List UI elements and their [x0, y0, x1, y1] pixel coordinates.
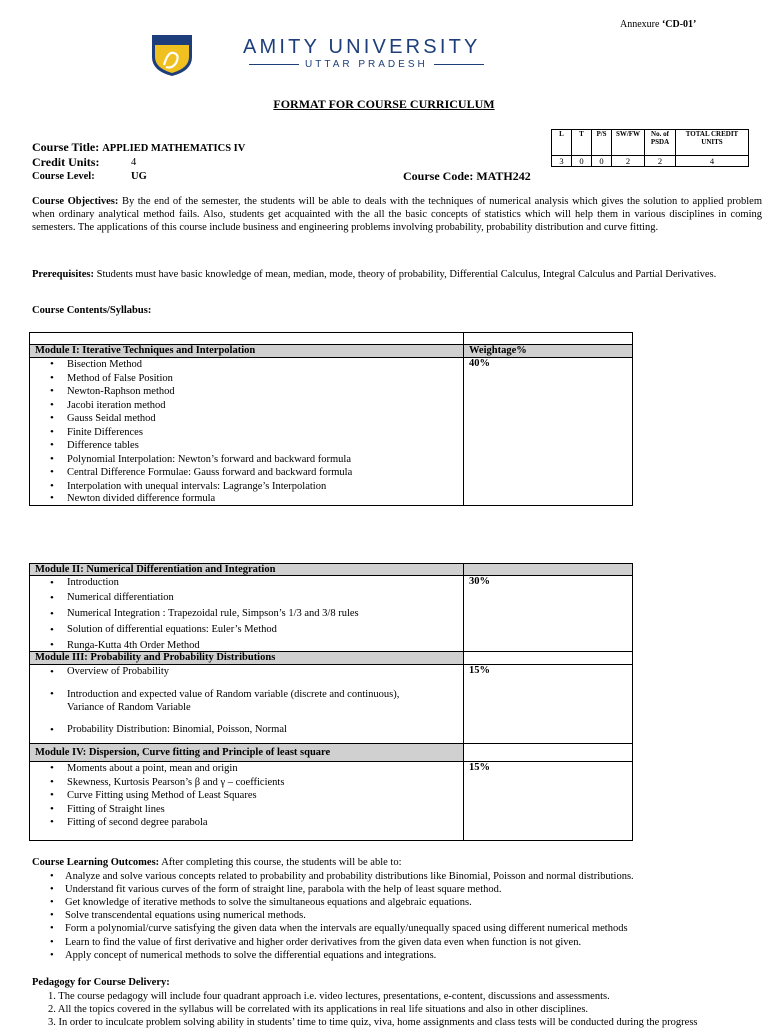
pedagogy-label: Pedagogy for Course Delivery:	[32, 976, 762, 990]
annexure-label	[620, 19, 696, 30]
empty-cell	[463, 743, 633, 762]
units-value-cell: 2	[612, 156, 645, 167]
list-item: • Bisection Method	[30, 358, 463, 372]
modules-2-4-table	[29, 563, 633, 841]
units-header-cell: T	[572, 130, 592, 156]
module-1-weight-cell	[463, 357, 633, 506]
list-item: • Introduction	[30, 576, 463, 590]
list-item: • Learn to find the value of first derivative and higher order derivatives from the given data even when function is not given.	[32, 936, 762, 949]
objectives-label: Course Objectives:	[32, 196, 118, 207]
learning-outcomes	[32, 856, 762, 962]
units-header-cell: TOTAL CREDIT UNITS	[676, 130, 749, 156]
units-value-row	[552, 156, 749, 167]
university-location: UTTAR PRADESH	[305, 59, 428, 70]
module-2-weight: 30%	[464, 576, 632, 587]
module-2-topics-cell	[29, 575, 464, 652]
units-header-cell: No. of PSDA	[645, 130, 676, 156]
brand-rule-right	[434, 64, 484, 65]
list-item: • Solution of differential equations: Euler’s Method	[30, 622, 463, 638]
list-item: • Get knowledge of iterative methods to solve the simultaneous equations and algebraic equations.	[32, 896, 762, 909]
credit-units-value: 4	[131, 157, 136, 168]
annexure-code: ‘CD-01’	[662, 19, 696, 30]
list-item: • Curve Fitting using Method of Least Squares	[30, 789, 463, 803]
list-item: • Apply concept of numerical methods to solve the differential equations and integrations.	[32, 949, 762, 962]
list-item: • Numerical Integration : Trapezoidal rule, Simpson’s 1/3 and 3/8 rules	[30, 606, 463, 622]
pedagogy-section	[32, 976, 762, 1029]
module-3-topic-list	[30, 665, 463, 737]
units-value-cell: 2	[645, 156, 676, 167]
university-brand	[243, 36, 490, 70]
module-1-title: Module I: Iterative Techniques and Interpolation	[29, 344, 464, 358]
module-2-title: Module II: Numerical Differentiation and Integration	[29, 563, 464, 576]
course-title-label: Course Title:	[32, 140, 99, 154]
university-name: AMITY UNIVERSITY	[243, 36, 490, 59]
module-4-weight-cell	[463, 761, 633, 841]
course-code-value: MATH242	[476, 169, 530, 183]
list-item: • Newton-Raphson method	[30, 385, 463, 399]
outcomes-intro: After completing this course, the students will be able to:	[161, 857, 401, 868]
course-objectives	[32, 195, 762, 234]
pedagogy-list	[32, 990, 762, 1029]
list-item: 3. In order to inculcate problem solving ability in students’ time to time quiz, viva, home assignments and class tests will be conducted during the progress	[32, 1016, 762, 1029]
list-item: • Polynomial Interpolation: Newton’s forward and backward formula	[30, 453, 463, 467]
prerequisites-text: Students must have basic knowledge of mean, median, mode, theory of probability, Differential Calculus, Integral Calculus and Partial Derivatives.	[97, 269, 717, 280]
list-item: • Fitting of Straight lines	[30, 803, 463, 817]
course-title-value: APPLIED MATHEMATICS IV	[102, 143, 245, 154]
university-logo	[148, 33, 196, 77]
course-title	[32, 140, 245, 155]
list-item: • Introduction and expected value of Random variable (discrete and continuous), Variance of Random Variable	[30, 688, 427, 714]
units-value-cell: 4	[676, 156, 749, 167]
list-item: • Probability Distribution: Binomial, Poisson, Normal	[30, 723, 463, 737]
list-item: • Analyze and solve various concepts related to probability and probability distributions like Binomial, Poisson and normal distributions.	[32, 870, 762, 883]
module-1-topic-list	[30, 358, 463, 504]
list-item: • Jacobi iteration method	[30, 399, 463, 413]
list-item: • Interpolation with unequal intervals: Lagrange’s Interpolation	[30, 480, 463, 494]
outcomes-heading	[32, 856, 762, 870]
module-3-weight-cell	[463, 664, 633, 744]
list-item: • Newton divided difference formula	[30, 493, 463, 504]
list-item: 2. All the topics covered in the syllabus will be correlated with its applications in real life situations and also in other disciplines.	[32, 1003, 762, 1016]
document-title: FORMAT FOR COURSE CURRICULUM	[0, 97, 768, 112]
list-item: • Overview of Probability	[30, 665, 463, 679]
module-3-weight: 15%	[464, 665, 632, 676]
list-item: • Runga-Kutta 4th Order Method	[30, 638, 463, 653]
units-header-cell: P/S	[592, 130, 612, 156]
empty-cell	[463, 651, 633, 665]
units-header-cell: SW/FW	[612, 130, 645, 156]
units-value-cell: 0	[592, 156, 612, 167]
syllabus-heading: Course Contents/Syllabus:	[32, 305, 151, 316]
course-level-value: UG	[131, 171, 147, 182]
list-item: • Solve transcendental equations using numerical methods.	[32, 909, 762, 922]
module-2-weight-cell	[463, 575, 633, 652]
list-item: • Fitting of second degree parabola	[30, 816, 463, 830]
list-item: • Central Difference Formulae: Gauss forward and backward formula	[30, 466, 463, 480]
credit-units-table	[551, 129, 749, 167]
credit-units-label: Credit Units:	[32, 155, 99, 170]
units-header-cell: L	[552, 130, 572, 156]
list-item: • Difference tables	[30, 439, 463, 453]
list-item: • Numerical differentiation	[30, 590, 463, 606]
annexure-prefix: Annexure	[620, 19, 659, 30]
module-2-topic-list	[30, 576, 463, 653]
course-level-label: Course Level:	[32, 171, 95, 182]
outcomes-list	[32, 870, 762, 962]
units-header-row	[552, 130, 749, 156]
prerequisites	[32, 268, 762, 281]
list-item: • Moments about a point, mean and origin	[30, 762, 463, 776]
list-item: • Skewness, Kurtosis Pearson’s β and γ – coefficients	[30, 776, 463, 790]
module-1-topics-cell	[29, 357, 464, 506]
module-4-topics-cell	[29, 761, 464, 841]
course-code	[403, 169, 531, 184]
list-item: • Finite Differences	[30, 426, 463, 440]
course-code-label: Course Code:	[403, 169, 473, 183]
module-4-title: Module IV: Dispersion, Curve fitting and Principle of least square	[29, 743, 464, 762]
weightage-header: Weightage%	[463, 344, 633, 358]
list-item: • Gauss Seidal method	[30, 412, 463, 426]
list-item: • Form a polynomial/curve satisfying the given data when the intervals are equally/unequally spaced using different numerical methods	[32, 922, 762, 935]
list-item: • Understand fit various curves of the form of straight line, parabola with the help of least square method.	[32, 883, 762, 896]
units-value-cell: 3	[552, 156, 572, 167]
units-value-cell: 0	[572, 156, 592, 167]
prerequisites-label: Prerequisites:	[32, 269, 94, 280]
module-4-topic-list	[30, 762, 463, 830]
objectives-text: By the end of the semester, the students will be able to deals with the techniques of numerical analysis which gives the solution to applied problem when ordinary analytical method fails. Also, students get acquainted with the all the basic concepts of statistics which will help them in various disciplines in coming semesters. The applications of this course include business and engineering problems involving probability, probability distribution and curve fitting.	[32, 196, 762, 233]
list-item: • Method of False Position	[30, 372, 463, 386]
brand-rule-left	[249, 64, 299, 65]
module-3-title: Module III: Probability and Probability Distributions	[29, 651, 464, 665]
module-1-weight: 40%	[464, 358, 632, 369]
list-item: 1. The course pedagogy will include four quadrant approach i.e. video lectures, presentations, e-content, discussions and assessments.	[32, 990, 762, 1003]
university-location-row	[243, 59, 490, 70]
outcomes-label: Course Learning Outcomes:	[32, 857, 159, 868]
module-1-table	[29, 332, 633, 506]
module-3-topics-cell	[29, 664, 464, 744]
module-4-weight: 15%	[464, 762, 632, 773]
